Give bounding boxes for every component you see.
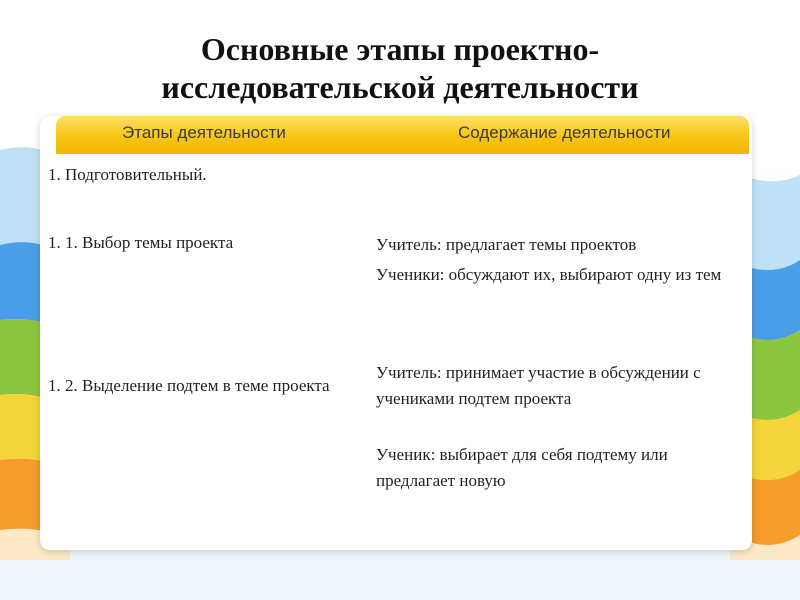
column-header-stages: Этапы деятельности (122, 123, 286, 142)
table-row-content: Ученик: выбирает для себя подтему или предлагает новую (376, 445, 668, 490)
table-row-content: Ученики: обсуждают их, выбирают одну из тем (376, 265, 722, 284)
table-row-content: Учитель: принимает участие в обсуждении с учениками подтем проекта (376, 363, 701, 408)
table-row-stage: 1. 2. Выделение подтем в теме проекта (48, 376, 330, 395)
slide-title-line1: Основные этапы проектно- (200, 31, 600, 67)
slide-title-line2: исследовательской деятельности (161, 69, 639, 105)
column-header-content: Содержание деятельности (458, 123, 671, 142)
table-row-stage: 1. 1. Выбор темы проекта (48, 233, 234, 252)
slide-title (0, 30, 800, 106)
table-row-content: Учитель: предлагает темы проектов (376, 235, 637, 254)
table-row-stage: 1. Подготовительный. (48, 165, 207, 184)
